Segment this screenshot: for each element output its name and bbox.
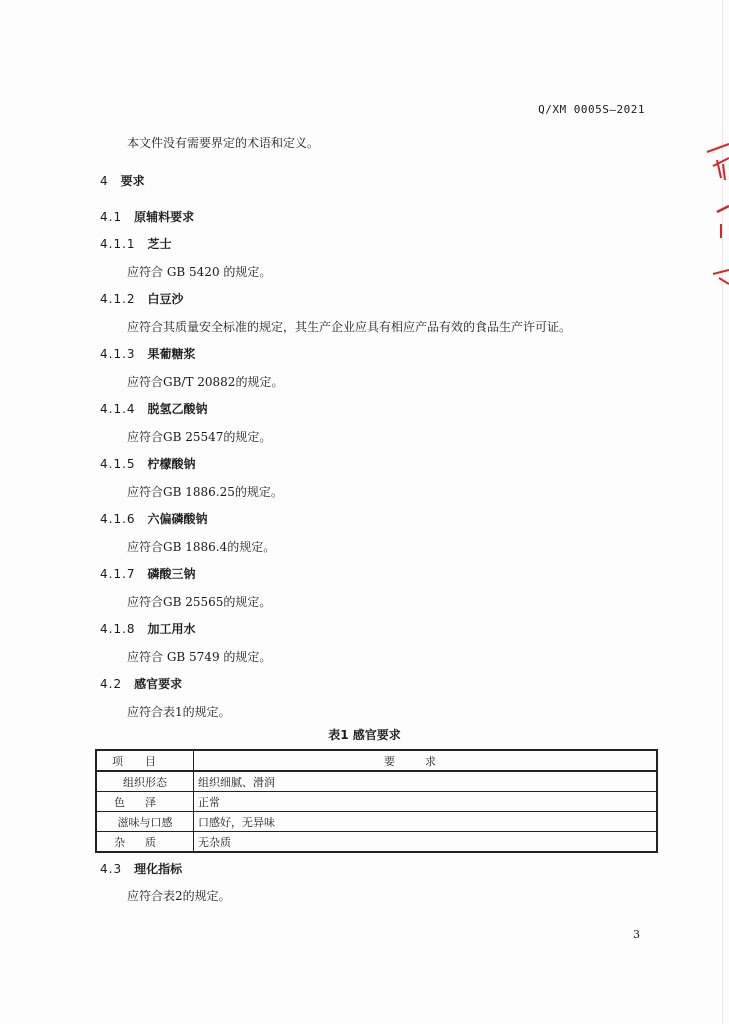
- item-number: 4.1.1: [100, 237, 136, 251]
- section-title: 感官要求: [134, 677, 183, 691]
- table-cell: 色泽: [96, 792, 194, 812]
- item-title: 六偏磷酸钠: [147, 512, 208, 526]
- red-seal-stamp: [699, 140, 729, 300]
- item-number: 4.1.4: [100, 402, 136, 416]
- item-number: 4.1.5: [100, 457, 136, 471]
- section-number: 4.3: [100, 862, 123, 876]
- section-4-heading: [100, 172, 145, 189]
- item-text: 应符合其质量安全标准的规定，其生产企业应具有相应产品有效的食品生产许可证。: [127, 320, 572, 334]
- item-text: 应符合GB 1886.25的规定。: [127, 485, 283, 499]
- column-header: 项目: [96, 750, 194, 771]
- table-cell: 组织细腻、滑润: [194, 771, 658, 792]
- item-heading: [100, 345, 196, 362]
- table-cell: 杂质: [96, 832, 194, 853]
- item-title: 芝士: [147, 237, 172, 251]
- table-row: [96, 792, 657, 812]
- table-cell: 滋味与口感: [96, 812, 194, 832]
- section-4-2-text: 应符合表1的规定。: [127, 705, 231, 719]
- item-title: 磷酸三钠: [147, 567, 196, 581]
- section-4-2-heading: [100, 675, 182, 692]
- section-4-1-heading: [100, 208, 194, 225]
- intro-text: 本文件没有需要界定的术语和定义。: [127, 136, 320, 150]
- section-title: 要求: [120, 174, 145, 188]
- section-4-3-heading: [100, 860, 182, 877]
- column-header: 要求: [194, 750, 658, 771]
- item-number: 4.1.7: [100, 567, 136, 581]
- table-cell: 组织形态: [96, 771, 194, 792]
- item-heading: [100, 290, 184, 307]
- section-title: 理化指标: [134, 862, 183, 876]
- item-heading: [100, 455, 196, 472]
- document-code: Q/XM 0005S—2021: [538, 103, 645, 116]
- table-row: [96, 832, 657, 853]
- table-cell: 无杂质: [194, 832, 658, 853]
- table-cell: 正常: [194, 792, 658, 812]
- item-heading: [100, 400, 208, 417]
- item-title: 脱氢乙酸钠: [147, 402, 208, 416]
- table-header-row: [96, 750, 657, 771]
- section-title: 原辅料要求: [134, 210, 195, 224]
- item-heading: [100, 620, 196, 637]
- section-number: 4: [100, 174, 109, 188]
- item-text: 应符合GB/T 20882的规定。: [127, 375, 284, 389]
- page-number: 3: [633, 928, 640, 941]
- item-title: 加工用水: [147, 622, 196, 636]
- section-number: 4.2: [100, 677, 123, 691]
- item-number: 4.1.8: [100, 622, 136, 636]
- section-4-3-text: 应符合表2的规定。: [127, 889, 231, 903]
- item-heading: [100, 235, 172, 252]
- item-title: 白豆沙: [147, 292, 184, 306]
- table-cell: 口感好，无异味: [194, 812, 658, 832]
- item-text: 应符合GB 25565的规定。: [127, 595, 272, 609]
- table-title: 表1 感官要求: [328, 728, 401, 742]
- item-text: 应符合 GB 5749 的规定。: [127, 650, 272, 664]
- item-number: 4.1.6: [100, 512, 136, 526]
- item-title: 柠檬酸钠: [147, 457, 196, 471]
- sensory-table: [95, 749, 658, 853]
- item-text: 应符合GB 25547的规定。: [127, 430, 272, 444]
- item-text: 应符合GB 1886.4的规定。: [127, 540, 276, 554]
- item-text: 应符合 GB 5420 的规定。: [127, 265, 272, 279]
- section-number: 4.1: [100, 210, 123, 224]
- item-number: 4.1.2: [100, 292, 136, 306]
- table-row: [96, 812, 657, 832]
- item-title: 果葡糖浆: [147, 347, 196, 361]
- item-heading: [100, 565, 196, 582]
- table-row: [96, 771, 657, 792]
- item-heading: [100, 510, 208, 527]
- item-number: 4.1.3: [100, 347, 136, 361]
